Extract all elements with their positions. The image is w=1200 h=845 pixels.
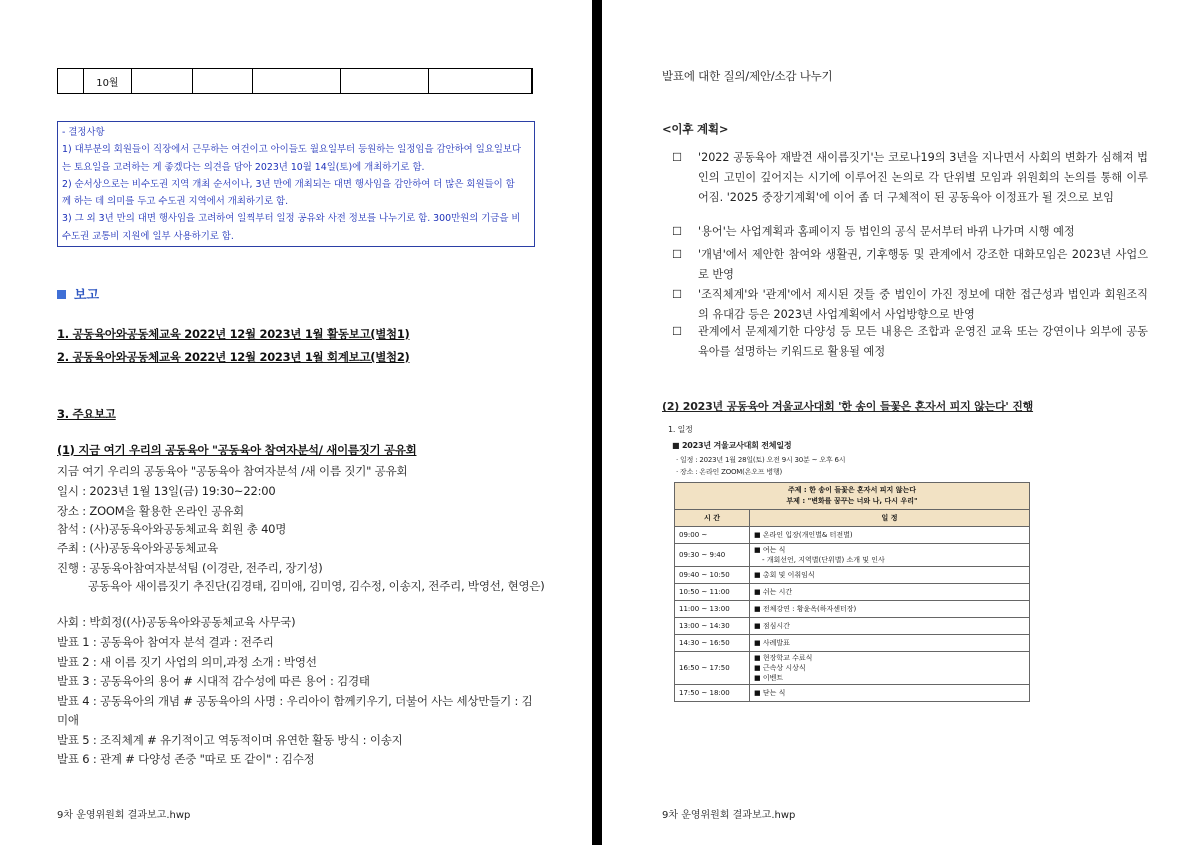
schedule-section-label: 1. 일정 <box>668 425 693 434</box>
table-row: 09:30 ~ 9:40 ■ 여는 식 - 개회선언, 지역별(단위별) 소개 및 인사 <box>675 544 1030 567</box>
qa-line: 발표에 대한 질의/제안/소감 나누기 <box>662 69 833 83</box>
decision-line: 는 토요일을 고려하는 게 좋겠다는 의견을 담아 2023년 10월 14일(토)에 개최하기로 함. <box>62 161 425 173</box>
table-row: 17:50 ~ 18:00 ■ 닫는 식 <box>675 685 1030 702</box>
page-footer-left: 9차 운영위원회 결과보고.hwp <box>57 810 191 821</box>
presentation-line: 사회 : 박희정((사)공동육아와공동체교육 사무국) <box>57 615 296 629</box>
report-item-accounting: 2. 공동육아와공동체교육 2022년 12월 2023년 1월 회계보고(별첨2) <box>57 350 410 364</box>
presentation-line: 발표 2 : 새 이름 짓기 사업의 의미,과정 소개 : 박영선 <box>57 655 317 669</box>
subsection-heading: (1) 지금 여기 우리의 공동육아 "공동육아 참여자분석/ 새이름짓기 공유회 <box>57 443 417 457</box>
month-cell: 10월 <box>84 69 132 94</box>
table-row: 16:50 ~ 17:50 ■ 현장학교 수료식 ■ 근속상 시상식 ■ 이벤트 <box>675 652 1030 685</box>
theme-banner: 주제 : 한 송이 들꽃은 혼자서 피지 않는다 부제 : "변화를 꿈꾸는 너와 나, 다시 우리" <box>675 483 1030 510</box>
plan-heading: <이후 계획> <box>662 122 729 136</box>
body-line: 공동육아 새이름짓기 추진단(김경태, 김미애, 김미영, 김수정, 이송지, 전주리, 박영선, 현영은) <box>88 579 545 593</box>
schedule-table-fragment <box>57 68 533 94</box>
col-header-time: 시 간 <box>675 510 750 527</box>
event-heading: (2) 2023년 공동육아 겨울교사대회 '한 송이 들꽃은 혼자서 피지 않는다' 진행 <box>662 400 1034 413</box>
checkbox-icon: ☐ <box>672 248 683 261</box>
checkbox-icon: ☐ <box>672 325 683 338</box>
square-bullet-icon <box>57 290 66 299</box>
schedule-date: · 일정 : 2023년 1월 28일(토) 오전 9시 30분 ~ 오후 6시 <box>676 456 846 464</box>
presentation-line: 발표 3 : 공동육아의 용어 # 시대적 감수성에 따른 용어 : 김경태 <box>57 674 370 688</box>
presentation-line: 발표 1 : 공동육아 참여자 분석 결과 : 전주리 <box>57 635 274 649</box>
page-footer-right: 9차 운영위원회 결과보고.hwp <box>662 810 796 821</box>
report-item-activity: 1. 공동육아와공동체교육 2022년 12월 2023년 1월 활동보고(별첨1) <box>57 327 410 341</box>
schedule-title: ■ 2023년 겨울교사대회 전체일정 <box>672 441 792 450</box>
decision-line: - 결정사항 <box>62 127 105 138</box>
plan-item: ☐ '조직체계'와 '관계'에서 제시된 것들 중 법인이 가진 정보에 대한 접근성과 법인과 회원조직의 유대감 등은 2023년 사업계획에서 사업방향으로 반영 <box>672 285 1148 325</box>
presentation-line: 발표 6 : 관계 # 다양성 존중 "따로 또 같이" : 김수정 <box>57 752 315 766</box>
decision-line: 2) 순서상으로는 비수도권 지역 개최 순서이나, 3년 만에 개최되는 대면 행사임을 감안하여 더 많은 회원들이 함 <box>62 178 515 190</box>
body-line: 참석 : (사)공동육아와공동체교육 회원 총 40명 <box>57 522 287 536</box>
decision-line: 께 하는 데 의미를 두고 수도권 지역에서 개최하기로 함. <box>62 196 289 208</box>
body-line: 장소 : ZOOM을 활용한 온라인 공유회 <box>57 504 244 518</box>
plan-item: ☐ '2022 공동육아 재발견 새이름짓기'는 코로나19의 3년을 지나면서 사회의 변화가 심해져 법인의 고민이 깊어지는 시기에 이루어진 논의로 각 단위별 모임과 위원회의 논의를 통해 이루어짐. '2025 중장기계획'에 이어 좀 더 구체적이 된 공동육아 이정표가 될 것으로 보임 <box>672 148 1148 207</box>
presentation-line: 발표 4 : 공동육아의 개념 # 공동육아의 사명 : 우리아이 함께키우기, 더불어 사는 세상만들기 : 김 <box>57 694 533 708</box>
checkbox-icon: ☐ <box>672 288 683 301</box>
plan-item: ☐ 관계에서 문제제기한 다양성 등 모든 내용은 조합과 운영진 교육 또는 강연이나 외부에 공동육아를 설명하는 키워드로 활용될 예정 <box>672 322 1148 362</box>
event-schedule-table <box>674 482 1030 702</box>
table-row: 14:30 ~ 16:50 ■ 사례발표 <box>675 635 1030 652</box>
col-header-schedule: 일 정 <box>750 510 1030 527</box>
table-row: 10:50 ~ 11:00 ■ 쉬는 시간 <box>675 584 1030 601</box>
decision-line: 수도권 교통비 지원에 일부 사용하기로 함. <box>62 230 234 242</box>
plan-item: ☐ '용어'는 사업계획과 홈페이지 등 법인의 공식 문서부터 바뀌 나가며 시행 예정 <box>672 222 1148 242</box>
table-row: 13:00 ~ 14:30 ■ 점심시간 <box>675 618 1030 635</box>
checkbox-icon: ☐ <box>672 225 683 238</box>
checkbox-icon: ☐ <box>672 151 683 164</box>
body-line: 주최 : (사)공동육아와공동체교육 <box>57 541 218 555</box>
schedule-place: · 장소 : 온라인 ZOOM(온오프 병행) <box>676 468 783 476</box>
decision-line: 3) 그 외 3년 만의 대면 행사임을 고려하여 일찍부터 일정 공유와 사전 정보를 나누기로 함. 300만원의 기금을 비 <box>62 213 521 225</box>
main-report-heading: 3. 주요보고 <box>57 407 116 421</box>
table-row: 11:00 ~ 13:00 ■ 전체강연 : 황윤옥(하자센터장) <box>675 601 1030 618</box>
presentation-line: 발표 5 : 조직체계 # 유기적이고 역동적이며 유연한 활동 방식 : 이송지 <box>57 733 403 747</box>
body-line: 일시 : 2023년 1월 13일(금) 19:30~22:00 <box>57 484 276 498</box>
body-line: 지금 여기 우리의 공동육아 "공동육아 참여자분석 /새 이름 짓기" 공유회 <box>57 464 408 478</box>
table-row: 09:00 ~ ■ 온라인 입장(개인별& 터전별) <box>675 527 1030 544</box>
decision-box <box>57 121 535 247</box>
presentation-line: 미애 <box>57 713 79 727</box>
section-heading-report: 보고 <box>57 284 99 303</box>
table-row: 09:40 ~ 10:50 ■ 총회 및 이취임식 <box>675 567 1030 584</box>
plan-item: ☐ '개념'에서 제안한 참여와 생활권, 기후행동 및 관계에서 강조한 대화모임은 2023년 사업으로 반영 <box>672 245 1148 285</box>
body-line: 진행 : 공동육아참여자분석팀 (이경란, 전주리, 장기성) <box>57 561 323 575</box>
decision-line: 1) 대부분의 회원들이 직장에서 근무하는 여건이고 아이들도 월요일부터 등원하는 일정임을 감안하여 일요일보다 <box>62 144 521 156</box>
